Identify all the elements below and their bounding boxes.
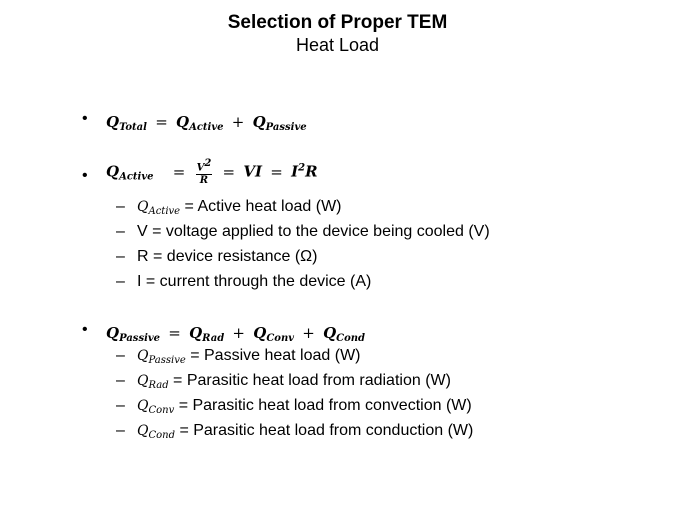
- slide-title: Selection of Proper TEM: [227, 12, 448, 33]
- slide-subtitle: Heat Load: [295, 35, 380, 55]
- definition-q-rad: – $Q_{Rad}$ = Parasitic heat load from radiation (W): [116, 372, 451, 391]
- definition-q-cond: – $Q_{Cond}$ = Parasitic heat load from conduction (W): [116, 422, 474, 441]
- definition-q-conv: – $Q_{Conv}$ = Parasitic heat load from convection (W): [116, 397, 472, 416]
- definition-resistance: – R = device resistance (Ω): [116, 248, 318, 265]
- equation-q-total: $Q_{Total} = Q_{Active} + Q_{Passive}$: [106, 113, 307, 133]
- definition-q-active: – $Q_{Active}$ = Active heat load (W): [116, 198, 342, 217]
- definition-current: – I = current through the device (A): [116, 273, 372, 290]
- fraction-v2-over-r: $\frac{V^2}{R}$: [196, 158, 212, 187]
- equation-q-passive: $Q_{Passive} = Q_{Rad} + Q_{Conv} + Q_{Cond}$: [106, 324, 366, 344]
- bullet-marker: •: [82, 321, 88, 338]
- bullet-marker: •: [82, 110, 88, 127]
- bullet-marker: •: [82, 167, 88, 184]
- equation-q-active: $Q_{Active}$ = $\frac{V^2}{R}$ = VI = $I^2R$: [106, 158, 318, 187]
- definition-q-passive: – $Q_{Passive}$ = Passive heat load (W): [116, 347, 361, 366]
- definition-voltage: – V = voltage applied to the device being cooled (V): [116, 223, 490, 240]
